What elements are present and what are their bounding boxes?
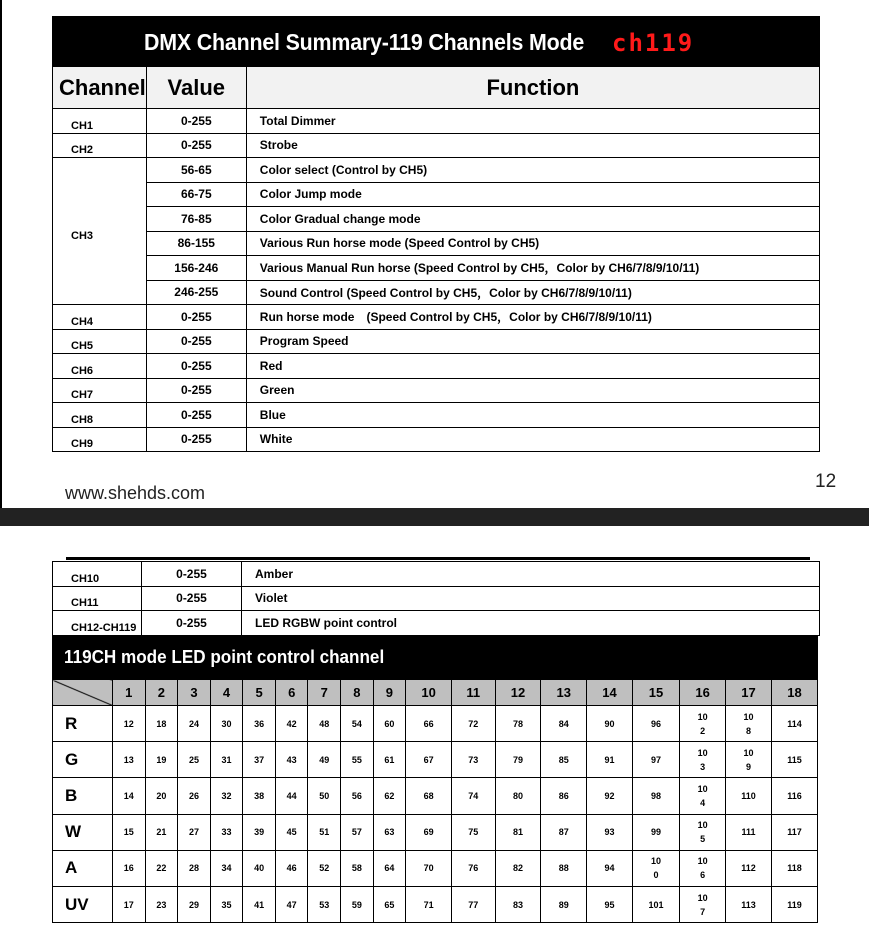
grid-cell: 19 (145, 742, 178, 778)
channel-cell (53, 586, 142, 611)
function-cell: Blue (246, 403, 819, 428)
grid-column-header: 5 (243, 680, 276, 706)
grid-cell: 98 (632, 778, 679, 814)
value-cell: 156-246 (146, 256, 246, 281)
grid-cell: 28 (178, 850, 211, 886)
table-row (53, 182, 820, 207)
grid-cell: 15 (113, 814, 146, 850)
table-row (53, 611, 820, 636)
function-cell: Violet (242, 586, 820, 611)
grid-column-header: 12 (495, 680, 541, 706)
grid-column-header: 7 (308, 680, 341, 706)
channel-cell (53, 133, 147, 158)
value-cell: 0-255 (146, 427, 246, 452)
table-top-rule (66, 557, 810, 560)
table-row (53, 231, 820, 256)
grid-cell: 58 (341, 850, 374, 886)
grid-cell: 14 (113, 778, 146, 814)
grid-cell: 117 (771, 814, 817, 850)
channel-label: CH11 (71, 597, 99, 610)
grid-cell: 61 (373, 742, 406, 778)
value-cell: 0-255 (146, 133, 246, 158)
grid-cell: 40 (243, 850, 276, 886)
table-row (53, 403, 820, 428)
channel-label: CH3 (71, 230, 94, 242)
value-cell: 0-255 (142, 562, 242, 587)
grid-cell: 50 (308, 778, 341, 814)
grid-cell: 32 (210, 778, 243, 814)
function-cell: LED RGBW point control (242, 611, 820, 636)
channel-label: CH6 (71, 364, 94, 377)
channel-summary-table (52, 66, 820, 452)
grid-cell: 113 (726, 886, 772, 922)
function-cell: Total Dimmer (246, 109, 819, 134)
grid-cell: 51 (308, 814, 341, 850)
grid-cell: 35 (210, 886, 243, 922)
table-row (53, 109, 820, 134)
page-divider (0, 508, 869, 526)
grid-row-label: UV (53, 886, 113, 922)
channel-cell (53, 611, 142, 636)
grid-cell: 62 (373, 778, 406, 814)
table-row (53, 280, 820, 305)
grid-cell: 57 (341, 814, 374, 850)
grid-cell: 76 (451, 850, 495, 886)
grid-cell: 48 (308, 706, 341, 742)
grid-cell: 111 (726, 814, 772, 850)
grid-cell: 16 (113, 850, 146, 886)
grid-row-label: B (53, 778, 113, 814)
channel-label: CH1 (71, 119, 94, 132)
grid-cell: 36 (243, 706, 276, 742)
page-number: 12 (815, 471, 837, 492)
grid-cell: 71 (406, 886, 452, 922)
channel-label: CH7 (71, 389, 94, 402)
function-cell: Green (246, 378, 819, 403)
grid-cell: 56 (341, 778, 374, 814)
header-channel: Channel (53, 67, 147, 109)
grid-row-label: R (53, 706, 113, 742)
table-row (53, 378, 820, 403)
function-cell: Color Jump mode (246, 182, 819, 207)
grid-cell: 17 (113, 886, 146, 922)
function-cell: Various Run horse mode (Speed Control by CH5) (246, 231, 819, 256)
table-row (53, 158, 820, 183)
function-cell: White (246, 427, 819, 452)
channel-continued-table (52, 561, 820, 636)
grid-column-header: 2 (145, 680, 178, 706)
grid-title-bar (52, 635, 818, 679)
grid-cell: 119 (771, 886, 817, 922)
channel-label: CH9 (71, 438, 94, 451)
grid-cell: 116 (771, 778, 817, 814)
grid-cell: 23 (145, 886, 178, 922)
grid-cell: 54 (341, 706, 374, 742)
grid-row (53, 814, 818, 850)
grid-cell: 38 (243, 778, 276, 814)
table-row (53, 586, 820, 611)
grid-cell: 26 (178, 778, 211, 814)
grid-cell: 60 (373, 706, 406, 742)
grid-cell: 85 (541, 742, 587, 778)
grid-cell: 27 (178, 814, 211, 850)
grid-column-header: 14 (587, 680, 633, 706)
grid-cell: 73 (451, 742, 495, 778)
grid-cell: 43 (275, 742, 308, 778)
channel-cell (53, 403, 147, 428)
grid-cell: 92 (587, 778, 633, 814)
table-row (53, 305, 820, 330)
grid-column-header: 10 (406, 680, 452, 706)
function-cell: Color select (Control by CH5) (246, 158, 819, 183)
grid-cell: 69 (406, 814, 452, 850)
table-row (53, 133, 820, 158)
grid-title: 119CH mode LED point control channel (64, 647, 385, 667)
grid-corner (53, 680, 113, 706)
grid-cell: 21 (145, 814, 178, 850)
grid-cell: 79 (495, 742, 541, 778)
grid-cell: 95 (587, 886, 633, 922)
function-cell: Run horse mode (Speed Control by CH5，Color by CH6/7/8/9/10/11) (246, 305, 819, 330)
channel-label: CH5 (71, 340, 94, 353)
header-function: Function (246, 67, 819, 109)
grid-cell: 96 (632, 706, 679, 742)
page-edge (0, 0, 2, 508)
channel-label: CH10 (71, 572, 100, 585)
function-cell: Sound Control (Speed Control by CH5，Color by CH6/7/8/9/10/11) (246, 280, 819, 305)
function-cell: Red (246, 354, 819, 379)
grid-cell: 78 (495, 706, 541, 742)
value-cell: 0-255 (142, 586, 242, 611)
grid-cell: 90 (587, 706, 633, 742)
grid-cell: 66 (406, 706, 452, 742)
grid-cell: 45 (275, 814, 308, 850)
grid-cell: 77 (451, 886, 495, 922)
grid-row (53, 742, 818, 778)
channel-cell (53, 329, 147, 354)
grid-cell: 70 (406, 850, 452, 886)
grid-cell: 110 (726, 778, 772, 814)
grid-cell: 115 (771, 742, 817, 778)
grid-cell: 34 (210, 850, 243, 886)
grid-cell: 10 2 (680, 706, 726, 742)
grid-row (53, 886, 818, 922)
channel-cell (53, 305, 147, 330)
table-row (53, 329, 820, 354)
led-display: ch119 (612, 29, 695, 57)
grid-cell: 41 (243, 886, 276, 922)
grid-cell: 72 (451, 706, 495, 742)
grid-cell: 114 (771, 706, 817, 742)
grid-column-header: 6 (275, 680, 308, 706)
function-cell: Strobe (246, 133, 819, 158)
header-value: Value (146, 67, 246, 109)
function-cell: Various Manual Run horse (Speed Control by CH5，Color by CH6/7/8/9/10/11) (246, 256, 819, 281)
grid-cell: 49 (308, 742, 341, 778)
grid-column-header: 11 (451, 680, 495, 706)
grid-cell: 29 (178, 886, 211, 922)
grid-cell: 82 (495, 850, 541, 886)
summary-title: DMX Channel Summary-119 Channels Mode (144, 29, 585, 55)
grid-cell: 64 (373, 850, 406, 886)
function-cell: Program Speed (246, 329, 819, 354)
grid-cell: 75 (451, 814, 495, 850)
grid-cell: 88 (541, 850, 587, 886)
grid-cell: 10 8 (726, 706, 772, 742)
grid-cell: 30 (210, 706, 243, 742)
channel-cell (53, 562, 142, 587)
channel-cell (53, 427, 147, 452)
grid-row (53, 778, 818, 814)
table-row (53, 354, 820, 379)
grid-cell: 83 (495, 886, 541, 922)
summary-title-bar (52, 16, 820, 66)
value-cell: 66-75 (146, 182, 246, 207)
grid-cell: 18 (145, 706, 178, 742)
grid-cell: 101 (632, 886, 679, 922)
grid-cell: 10 4 (680, 778, 726, 814)
grid-cell: 97 (632, 742, 679, 778)
grid-row-label: A (53, 850, 113, 886)
grid-row (53, 706, 818, 742)
channel-cell (53, 378, 147, 403)
grid-cell: 80 (495, 778, 541, 814)
grid-cell: 89 (541, 886, 587, 922)
grid-cell: 46 (275, 850, 308, 886)
channel-label: CH8 (71, 413, 94, 426)
grid-cell: 93 (587, 814, 633, 850)
grid-cell: 22 (145, 850, 178, 886)
value-cell: 0-255 (146, 305, 246, 330)
table-row (53, 207, 820, 232)
grid-cell: 84 (541, 706, 587, 742)
grid-cell: 68 (406, 778, 452, 814)
table-row (53, 427, 820, 452)
channel-label: CH2 (71, 144, 94, 157)
grid-cell: 67 (406, 742, 452, 778)
grid-cell: 39 (243, 814, 276, 850)
grid-cell: 47 (275, 886, 308, 922)
grid-cell: 10 6 (680, 850, 726, 886)
grid-cell: 52 (308, 850, 341, 886)
grid-cell: 55 (341, 742, 374, 778)
value-cell: 0-255 (146, 329, 246, 354)
grid-cell: 10 5 (680, 814, 726, 850)
grid-cell: 10 3 (680, 742, 726, 778)
function-cell: Amber (242, 562, 820, 587)
grid-cell: 63 (373, 814, 406, 850)
channel-cell (53, 109, 147, 134)
grid-row-label: W (53, 814, 113, 850)
grid-cell: 112 (726, 850, 772, 886)
grid-cell: 99 (632, 814, 679, 850)
value-cell: 0-255 (142, 611, 242, 636)
grid-cell: 31 (210, 742, 243, 778)
channel-label: CH4 (71, 315, 94, 328)
grid-cell: 86 (541, 778, 587, 814)
grid-cell: 12 (113, 706, 146, 742)
grid-row (53, 850, 818, 886)
grid-cell: 59 (341, 886, 374, 922)
grid-cell: 94 (587, 850, 633, 886)
grid-column-header: 18 (771, 680, 817, 706)
grid-cell: 87 (541, 814, 587, 850)
table-row (53, 562, 820, 587)
value-cell: 0-255 (146, 109, 246, 134)
grid-cell: 37 (243, 742, 276, 778)
grid-column-header: 16 (680, 680, 726, 706)
channel-label: CH12-CH119 (71, 621, 137, 634)
grid-cell: 53 (308, 886, 341, 922)
value-cell: 86-155 (146, 231, 246, 256)
value-cell: 0-255 (146, 354, 246, 379)
value-cell: 246-255 (146, 280, 246, 305)
channel-cell (53, 354, 147, 379)
grid-cell: 13 (113, 742, 146, 778)
led-point-grid (52, 679, 818, 923)
grid-cell: 33 (210, 814, 243, 850)
grid-column-header: 9 (373, 680, 406, 706)
channel-cell (53, 158, 147, 305)
grid-cell: 10 9 (726, 742, 772, 778)
grid-column-header: 1 (113, 680, 146, 706)
grid-cell: 65 (373, 886, 406, 922)
grid-cell: 10 0 (632, 850, 679, 886)
grid-cell: 81 (495, 814, 541, 850)
grid-column-header: 13 (541, 680, 587, 706)
grid-cell: 44 (275, 778, 308, 814)
grid-column-header: 8 (341, 680, 374, 706)
value-cell: 0-255 (146, 378, 246, 403)
grid-cell: 91 (587, 742, 633, 778)
grid-cell: 42 (275, 706, 308, 742)
function-cell: Color Gradual change mode (246, 207, 819, 232)
grid-cell: 20 (145, 778, 178, 814)
grid-cell: 25 (178, 742, 211, 778)
value-cell: 56-65 (146, 158, 246, 183)
grid-column-header: 15 (632, 680, 679, 706)
table-row (53, 256, 820, 281)
grid-cell: 74 (451, 778, 495, 814)
grid-cell: 10 7 (680, 886, 726, 922)
grid-row-label: G (53, 742, 113, 778)
value-cell: 0-255 (146, 403, 246, 428)
website-url: www.shehds.com (65, 483, 206, 503)
grid-column-header: 4 (210, 680, 243, 706)
value-cell: 76-85 (146, 207, 246, 232)
grid-column-header: 3 (178, 680, 211, 706)
grid-cell: 24 (178, 706, 211, 742)
grid-column-header: 17 (726, 680, 772, 706)
grid-cell: 118 (771, 850, 817, 886)
